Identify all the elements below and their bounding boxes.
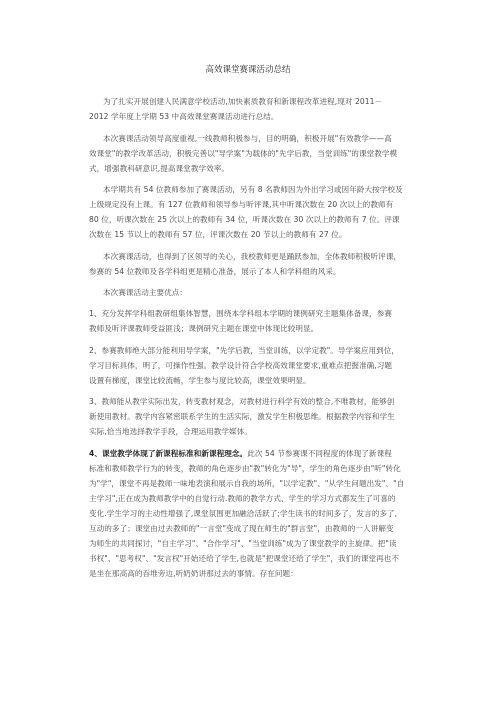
text-line: 主学习",正在成为教师教学中的自觉行动.教师的教学方式、学生的学习方式都发生了可喜的 [89, 493, 396, 503]
paragraph-support [89, 249, 419, 279]
text-line: 为了扎实开展创建人民满意学校活动,加快素质教育和新课程改革进程,现对 2011－ [103, 97, 383, 106]
text-line: 教师及听评课教师受益匪浅；课例研究主题在课堂中体现比较明显。 [89, 324, 319, 333]
text-line: 式，增强教科研意识,提高课堂教学效率。 [89, 163, 230, 173]
text-line: 为师生的共同探讨，"自主学习"、"合作学习"、"当堂训练"成为了课堂教学的主旋律。把"读 [89, 538, 397, 548]
text-line: 80 位，听课次数在 25 次以上的教师有 34 位，听课次数在 30 次以上的教师有 7 位。评课 [89, 215, 400, 224]
text-line: 本次赛课活动，也得到了区领导的关心，我校教师更是踊跃参加，全体教师积极听评课， [103, 251, 402, 261]
text-line: 1、充分发挥学科组教研组集体智慧，围绕本学科组本学期的课例研究主题集体备课，参赛 [89, 309, 392, 318]
text-line: 本次赛课活动主要优点： [103, 288, 188, 297]
paragraph-participation-stats [89, 182, 419, 242]
text-line: 是坐在那高高的吞堆旁边,听奶奶讲那过去的事情。存在问题： [89, 568, 298, 578]
text-line: 参赛的 54 位教师及各学科组更是精心准备，展示了本人和学科组的风采。 [89, 266, 341, 276]
text-line: 本学期共有 54 位教师参加了赛课活动，另有 8 名教师因为外出学习或因年龄大按学校及 [103, 185, 403, 194]
document-body [89, 94, 419, 587]
document-title: 高效课堂赛课活动总结 [205, 65, 291, 75]
text-line: 实际,恰当地选择教学手段，合理运用教学媒体。 [89, 427, 252, 436]
paragraph-strength-2 [89, 343, 419, 388]
bold-lead-text: 4、课堂教学体现了新课程标准和新课程理念。 [89, 448, 248, 458]
text-line: 次数在 15 节以上的教师有 57 位，评课次数在 20 节以上的教师有 27 位。 [89, 230, 347, 239]
paragraph-strength-3 [89, 394, 419, 439]
paragraph-activity-overview [89, 131, 419, 176]
text-line: 标准和教师教学行为的转变，教师的角色逐步由"教"转化为"导"，学生的角色逐步由"听"转化 [89, 463, 401, 473]
paragraph-intro [89, 94, 419, 124]
text-line: 变化.学生学习的主动性增强了,课堂氛围更加融洽活跃了;学生读书的时间多了，发言的多了, [89, 508, 398, 518]
text-line: 新使用教材。教学内容紧密联系学生的生活实际，激发学生积极思维。根据教学内容和学生 [89, 412, 395, 421]
text-line: 互动的多了；课堂由过去教师的"一言堂"变成了现在师生的"群言堂"，由教师的一人讲解变 [89, 523, 394, 533]
text-line: 此次 54 节参赛课不同程度的体现了新课程 [247, 448, 392, 458]
text-line: 效课堂"的教学改革活动，积极完善以"导学案"为载体的"先学后教，当堂训练"的课堂教学模 [89, 148, 398, 158]
text-line: 上级规定没有上课。有 127 位教师和领导参与听评课,其中听课次数在 20 次以上的教师有 [89, 200, 394, 209]
text-line: 本次赛课活动领导高度重视,一线教师积极参与，目的明确，积极开展"有效教学——高 [103, 133, 392, 143]
text-line: 3、教师能从教学实际出发，转变教材观念，对教材进行科学有效的整合,不唯教材，能够创 [89, 397, 395, 406]
text-line: 学习目标具体，明了，可操作性强。教学设计符合学校高效课堂要求,重难点把握准确,习题 [89, 360, 393, 370]
text-line: 设置有梯度，课堂比较流畅，学生参与度比较高，课堂效果明显。 [89, 375, 311, 385]
text-line: 为"学"，课堂不再是教师一味地表演和展示自我的场所，"以学定教"、"从学生问题出发"、"自 [89, 478, 405, 488]
text-line: 书权"、"思考权"、"发言权"开始还给了学生,也就是"把课堂还给了学生"，我们的课堂再也不 [89, 553, 400, 563]
paragraph-strengths-heading [89, 285, 419, 300]
paragraph-strength-4 [89, 446, 419, 581]
text-line: 2012 学年度上学期 53 中高效课堂赛课活动进行总结。 [89, 112, 279, 121]
paragraph-strength-1 [89, 306, 419, 336]
text-line: 2、参赛教师绝大部分能利用导学案，"先学后教，当堂训练，以学定教"。导学案应用到位， [89, 345, 400, 355]
